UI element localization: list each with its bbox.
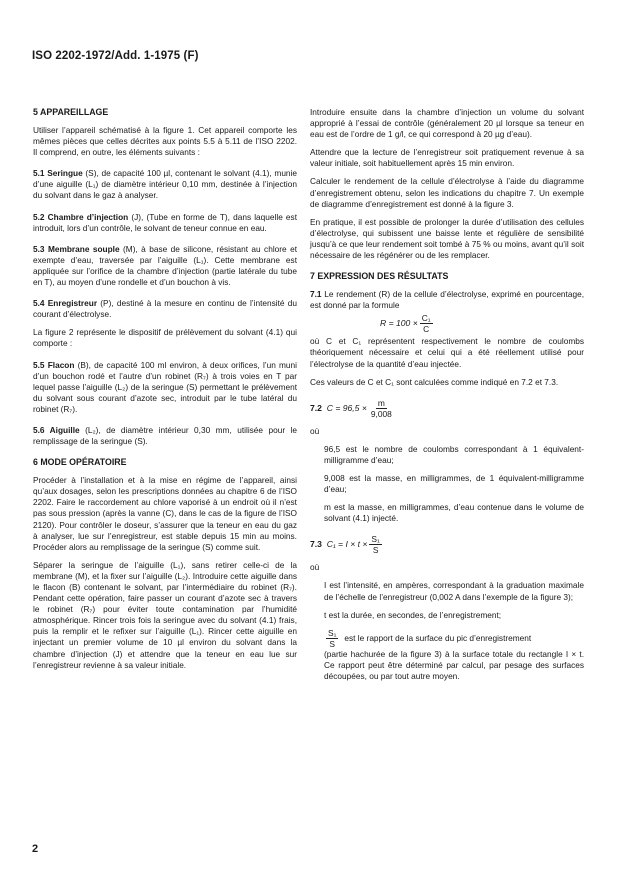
definition-t: t est la durée, en secondes, de l’enregistrement; — [324, 609, 502, 620]
section-5-6: 5.6 Aiguille (L₂), de diamètre intérieur 0,30 mm, utilisée pour le remplissage de la seringue (S). — [33, 424, 297, 447]
paragraph-c-values: Ces valeurs de C et C₁ sont calculées comme indiqué en 7.2 et 7.3. — [310, 376, 559, 387]
where-label-1: où — [310, 425, 320, 436]
section-5-2: 5.2 Chambre d’injection (J), (Tube en forme de T), dans laquelle est introduit, lors d’un contrôle, le solvant de teneur connue en eau. — [33, 211, 298, 233]
section-5-title: 5 APPAREILLAGE — [33, 107, 109, 117]
page-number: 2 — [32, 843, 39, 855]
paragraph-c-definitions: où C et C₁ représentent respectivement le nombre de coulombs théoriquement nécessaire et celui qui a été réellement utilisé pour l’électrolyse de la quantité d’eau injectée. — [310, 336, 584, 369]
figure-2-note: La figure 2 représente le dispositif de prélèvement du solvant (4.1) qui comporte : — [33, 327, 297, 349]
section-5-5: 5.5 Flacon (B), de capacité 100 ml environ, à deux orifices, l’un muni d’un bouchon rodé et l’autre d’un robinet (R₇) à trois voies en T par lequel passe l’aiguille (L₂) de la seringue (S) permettant le prélèvement du solvant sous courant d’azote sec, introduit par le tube latéral du robinet (R₇). — [33, 359, 298, 414]
definition-m: m est la masse, en milligrammes, d’eau contenue dans le volume de solvant (4.1) injecté. — [324, 502, 584, 524]
section-5-4: 5.4 Enregistreur (P), destiné à la mesure en continu de l’intensité du courant d’électrolyse. — [33, 298, 297, 320]
paragraph-practice: En pratique, il est possible de prolonger la durée d’utilisation des cellules d’électrolyse, qui subissent une baisse lente et régulière de sensibilité jusqu’à ce que leur rendement soit tombé à 75 % ou moins, avant qu’il soit nécessaire de les régénérer ou de les remplacer. — [310, 216, 584, 261]
left-column — [33, 107, 297, 671]
section-6-paragraph-1: Procéder à l’installation et à la mise en régime de l’appareil, ainsi qu’aux dosages, selon les prescriptions données au chapitre 6 de l’ISO 2202. Faire le raccordement au chlore vaporisé à un endroit où il n’est pas sous pression (après la vanne (C), dans le cas de la figure de l’ISO 2120). Pour contrôler le doseur, s’assurer que la teneur en eau du gaz à analyser, lue sur l’enregistreur, est stable depuis 15 min au moins. Procéder alors au remplissage de la seringue (S) comme suit. — [33, 475, 297, 552]
where-label-2: où — [310, 562, 320, 573]
paragraph-wait: Attendre que la lecture de l’enregistreur soit pratiquement revenue à sa valeur initiale, soit habituellement après 15 min environ. — [310, 147, 584, 169]
definition-ratio: $\frac{\text{S₁}}{S}$ est le rapport de la surface du pic d’enregistrement — [328, 627, 532, 649]
section-6-paragraph-2: Séparer la seringue de l’aiguille (L₁), sans retirer celle-ci de la membrane (M), et la fixer sur l’aiguille (L₂). Introduire cette aiguille dans le flacon (B) contenant le solvant, par l’intermédiaire du robinet (R₇). Pendant cette opération, faire passer un courant d’azote sec à travers le robinet (R₇) pour éviter toute contamination par l’humidité atmosphérique. Rincer trois fois la seringue avec du solvant (4.1) frais, puis la remplir et le refixer sur l’aiguille (L₁). Rincer cette aiguille en injectant un premier volume de 10 µl environ du solvant dans la chambre d’injection (J) et attendre que la teneur en eau lue sur l’enregistreur revienne à sa valeur initiale. — [33, 559, 297, 670]
formula-c1: 7.3 C₁ = I × t × $\frac{\text{S₁}}{S}$ — [310, 534, 380, 556]
formula-c: 7.2 C = 96,5 × $\frac{m}{9,008}$ — [310, 397, 392, 419]
section-6-title: 6 MODE OPÉRATOIRE — [33, 457, 127, 468]
paragraph-calculate: Calculer le rendement de la cellule d’électrolyse à l’aide du diagramme d’enregistrement obtenu, selon les indications du chapitre 7. Un exemple de diagramme d’enregistrement est donné à la figure 3. — [310, 176, 584, 209]
paragraph-injection: Introduire ensuite dans la chambre d’injection un volume du solvant approprié à l’essai de contrôle (généralement 20 µl lorsque sa teneur en eau est de l’ordre de 1 g/l, ce qui correspond à 20 µg d’eau). — [310, 107, 584, 140]
section-5-3: 5.3 Membrane souple (M), à base de silicone, résistant au chlore et exempte d’eau, traversée par l’aiguille (L₁). Cette membrane est appliquée sur l’orifice de la chambre d’injection (partie latérale du tube en T), au moyen d’une rondelle et d’un bouchon à vis. — [33, 243, 297, 288]
right-column — [310, 107, 584, 682]
formula-r: R = 100 × $\frac{\text{C₁}}{C}$ — [380, 313, 431, 335]
definition-ratio-continued: (partie hachurée de la figure 3) à la surface totale du rectangle I × t. Ce rapport peut être déterminé par calcul, par pesage des surfaces découpées, ou par tout autre moyen. — [324, 648, 584, 681]
section-5-1: 5.1 Seringue (S), de capacité 100 µl, contenant le solvant (4.1), munie d’une aiguille (L₁) de diamètre intérieur 0,10 mm, destinée à l’injection du solvant dans le gaz à analyser. — [33, 168, 297, 201]
definition-9-008: 9,008 est la masse, en milligrammes, de 1 équivalent-milligramme d’eau; — [324, 472, 584, 495]
definition-i: I est l’intensité, en ampères, correspondant à la graduation maximale de l’échelle de l’enregistreur (0,002 A dans l’exemple de la figure 3); — [324, 580, 584, 602]
section-7-title: 7 EXPRESSION DES RÉSULTATS — [310, 271, 449, 282]
page-header: ISO 2202-1972/Add. 1-1975 (F) — [32, 50, 199, 62]
definition-96-5: 96,5 est le nombre de coulombs correspondant à 1 équivalent-milligramme d’eau; — [324, 443, 584, 465]
section-7-1: 7.1 Le rendement (R) de la cellule d’électrolyse, exprimé en pourcentage, est donné par la formule — [310, 289, 584, 311]
section-5-intro: Utiliser l’appareil schématisé à la figure 1. Cet appareil comporte les mêmes pièces que celles décrites aux points 5.5 à 5.11 de l’ISO 2202. Il comprend, en outre, les éléments suivants : — [33, 125, 297, 158]
